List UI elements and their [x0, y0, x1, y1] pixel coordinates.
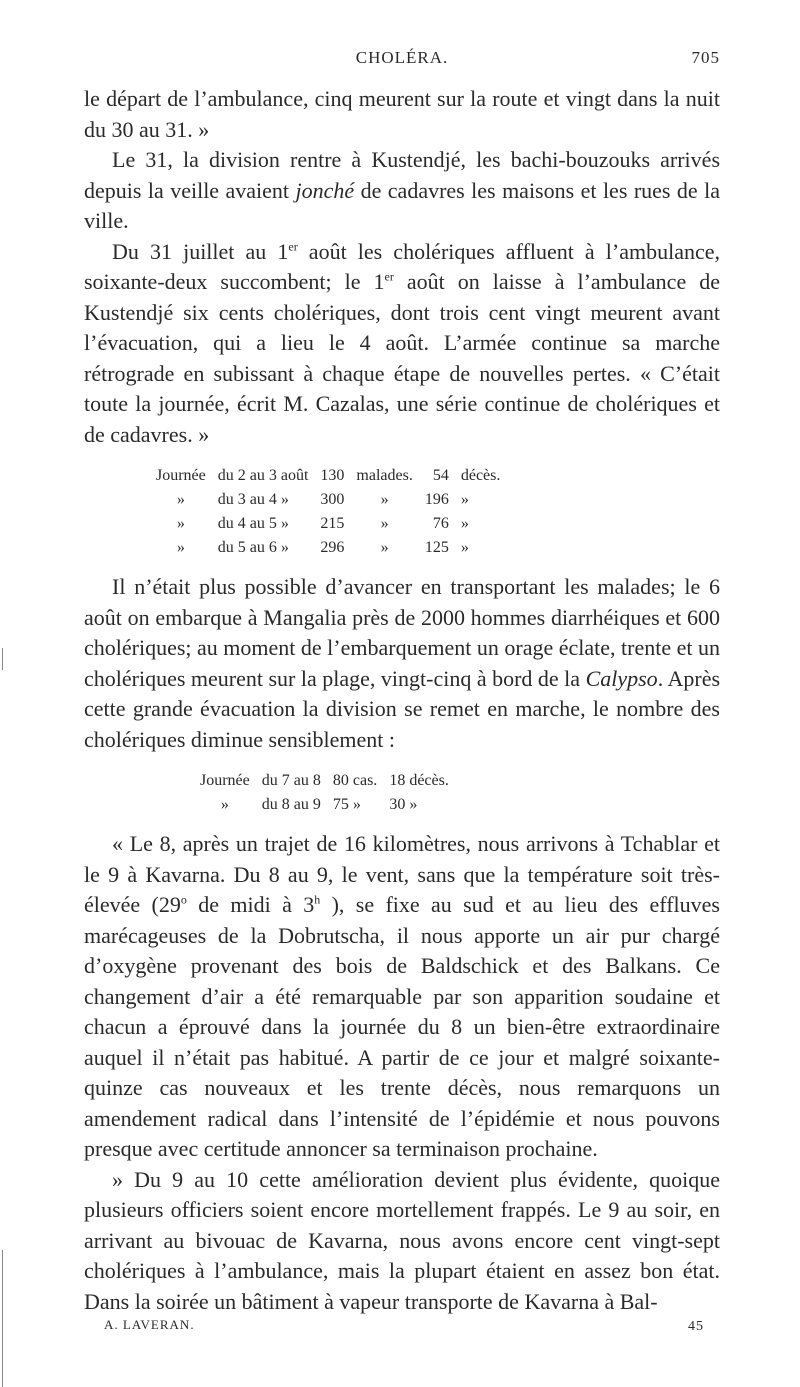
paragraph-3: [84, 237, 720, 451]
paragraph-4-ship-name: Calypso: [585, 665, 658, 691]
row-deaths: 30 »: [389, 796, 418, 813]
row-period: du 5 au 6 »: [217, 539, 289, 556]
table-row: [150, 512, 506, 536]
row-deaths: 54: [432, 467, 449, 484]
paragraph-5-text-a: « Le 8, après un trajet de 16 kilomètres, nous arrivons à Tchablar et le 9 à Kavarna. Du 8 au 9, le vent, sans que la température soit très-élevée (29: [84, 831, 720, 917]
row-period: du 3 au 4 »: [217, 491, 289, 508]
paragraph-2-emphasis: jonché: [295, 177, 355, 203]
paragraph-3-text-b: août les cholériques affluent à l’ambulance, soixante-deux succombent; le 1: [84, 238, 721, 294]
daily-cases-table: [150, 464, 506, 560]
row-period: du 4 au 5 »: [217, 515, 289, 532]
row-cases: 215: [320, 515, 345, 532]
paragraph-5-superscript-1: o: [180, 892, 187, 907]
paragraph-3-text-c: août on laisse à l’ambulance de Kustendjé six cents cholériques, dont trois cent vingt meurent avant l’évacuation, qui a lieu le 4 août. L’armée continue sa marche rétrograde en subissant à chaque étape de nouvelles pertes. « C’était toute la journée, écrit M. Cazalas, une série continue de cholériques et de cadavres. »: [84, 269, 720, 447]
table-row: [194, 793, 455, 817]
paragraph-2-text-a: Le 31, la division rentre à Kustendjé, les bachi-bouzouks arrivés depuis la veille avaient: [84, 147, 720, 203]
table-row: [194, 769, 455, 793]
paragraph-4: [84, 572, 720, 755]
row-deaths-unit: »: [460, 539, 469, 556]
margin-mark: [2, 648, 3, 670]
row-deaths-unit: »: [460, 515, 469, 532]
paragraph-5-text-b: de midi à 3: [186, 892, 315, 917]
paragraph-1: le départ de l’ambulance, cinq meurent sur la route et vingt dans la nuit du 30 au 31. »: [84, 86, 720, 142]
running-head: [84, 48, 720, 84]
row-deaths: 125: [424, 539, 449, 556]
paragraph-2: [84, 145, 720, 237]
row-deaths-unit: »: [460, 491, 469, 508]
row-label: »: [176, 515, 185, 532]
later-cases-table: [194, 769, 455, 817]
page-footer: [84, 1317, 720, 1337]
row-label: »: [176, 491, 185, 508]
table-row: [150, 536, 506, 560]
row-deaths: 76: [432, 515, 449, 532]
paragraph-4-text-b: . Après cette grande évacuation la division se remet en marche, le nombre des cholériques diminue sensiblement :: [84, 665, 721, 752]
margin-mark: [2, 1250, 3, 1387]
row-label: »: [176, 539, 185, 556]
paragraph-3-superscript-2: er: [384, 269, 394, 284]
sheet-number: 45: [688, 1319, 704, 1334]
table-row: [150, 464, 506, 488]
row-label: Journée: [156, 467, 206, 484]
row-label: »: [220, 796, 229, 813]
printer-signature: A. LAVERAN.: [104, 1317, 195, 1332]
row-deaths: 196: [424, 491, 449, 508]
row-period: du 2 au 3 août: [217, 467, 309, 484]
row-cases: 296: [320, 539, 345, 556]
row-period: du 8 au 9: [261, 796, 321, 813]
row-label: Journée: [200, 772, 250, 789]
row-cases-unit: »: [380, 515, 389, 532]
paragraph-4-text-a: Il n’était plus possible d’avancer en transportant les malades; le 6 août on embarque à Mangalia près de 2000 hommes diarrhéiques et 600 cholériques; au moment de l’embarquement un orage éclate, trente et un cholériques meurent sur la plage, vingt-cinq à bord de la: [84, 574, 720, 691]
row-deaths: 18 décès.: [389, 772, 449, 789]
paragraph-2-text-b: de cadavres les maisons et les rues de la ville.: [84, 177, 721, 233]
page: [84, 48, 720, 1337]
paragraph-5-text-c: ), se fixe au sud et au lieu des effluves marécageuses de la Dobrutscha, il nous apporte un air pur chargé d’oxygène provenant des bois de Baldschick et des Balkans. Ce changement d’air a été remarquable par son apparition soudaine et chacun a éprouvé dans la journée du 8 un bien-être extraordinaire auquel il n’était pas habitué. A partir de ce jour et malgré soixante-quinze cas nouveaux et les trente décès, nous remarquons un amendement radical dans l’intensité de l’épidémie et nous pouvons presque avec certitude annoncer sa terminaison prochaine.: [84, 892, 720, 1161]
paragraph-3-superscript-1: er: [288, 239, 298, 254]
row-cases-unit: »: [380, 491, 389, 508]
page-number: 705: [691, 48, 720, 67]
row-period: du 7 au 8: [261, 772, 321, 789]
running-title: CHOLÉRA.: [355, 48, 449, 67]
paragraph-3-text-a: Du 31 juillet au 1: [112, 238, 289, 264]
row-cases: 75 »: [332, 796, 361, 813]
row-deaths-unit: décès.: [460, 467, 501, 484]
row-cases: 80 cas.: [332, 772, 378, 789]
row-cases-unit: »: [380, 539, 389, 556]
row-cases-unit: malades.: [356, 467, 413, 484]
row-cases: 300: [320, 491, 345, 508]
table-row: [150, 488, 506, 512]
paragraph-6: » Du 9 au 10 cette amélioration devient plus évidente, quoique plusieurs officiers soient encore mortellement frappés. Le 9 au soir, en arrivant au bivouac de Kavarna, nous avons encore cent vingt-sept cholériques à l’ambulance, mais la plupart étaient en assez bon état. Dans la soirée un bâtiment à vapeur transporte de Kavarna à Bal-: [84, 1166, 720, 1314]
row-cases: 130: [320, 467, 345, 484]
paragraph-5: [84, 829, 720, 1165]
paragraph-5-superscript-2: h: [314, 892, 321, 907]
